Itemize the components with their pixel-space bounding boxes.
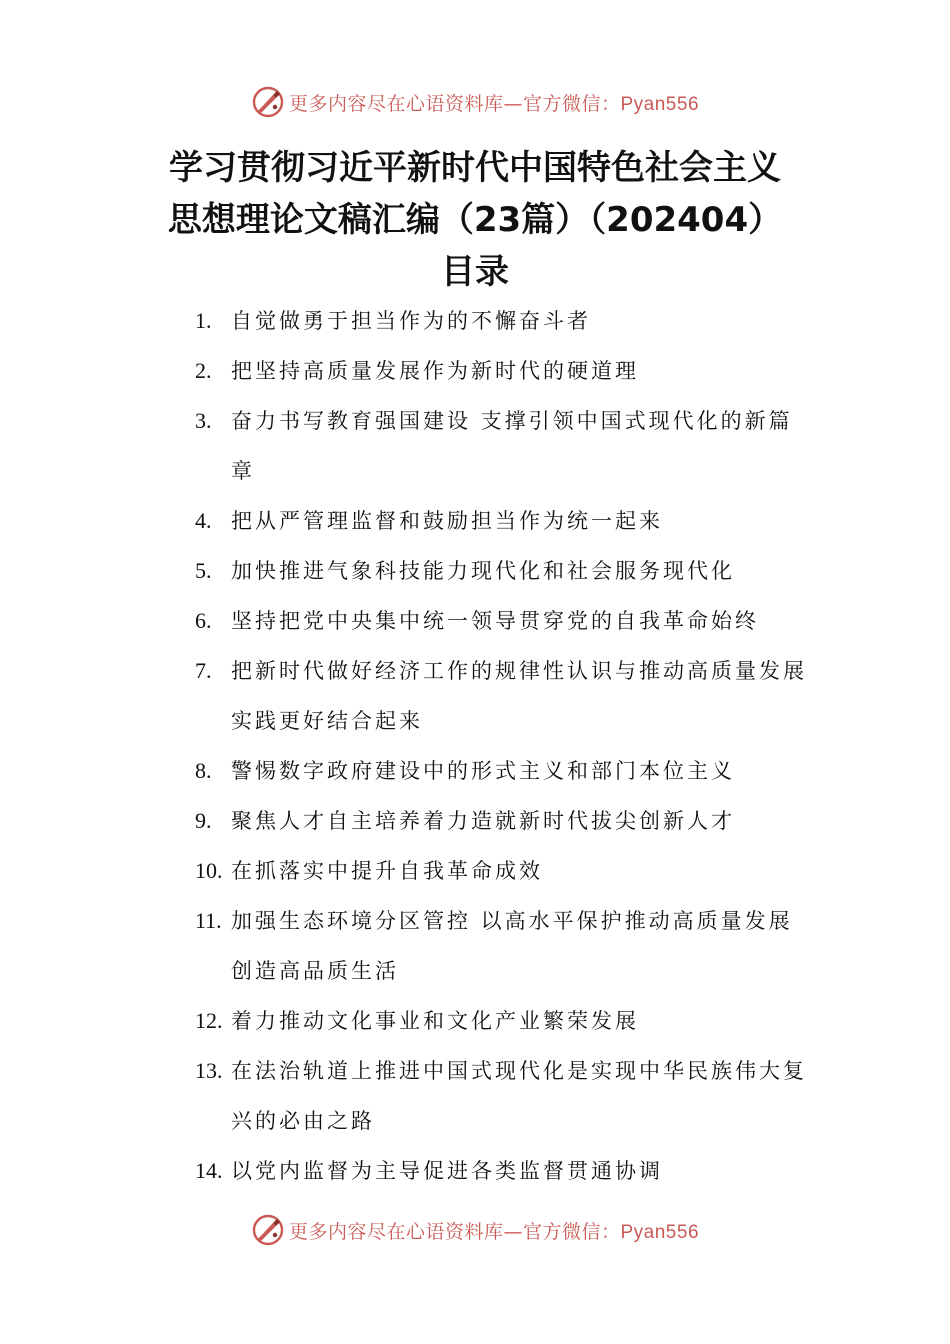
toc-number: 8. — [195, 758, 212, 783]
pen-circle-logo-icon — [251, 1213, 285, 1247]
toc-item-4 — [195, 496, 815, 546]
toc-number: 5. — [195, 558, 212, 583]
toc-number: 11. — [195, 908, 222, 933]
toc-number: 12. — [195, 1008, 223, 1033]
toc-title: 聚焦人才自主培养着力造就新时代拔尖创新人才 — [231, 809, 735, 833]
watermark-header — [0, 82, 950, 122]
toc-number: 3. — [195, 408, 212, 433]
toc-item-10 — [195, 846, 815, 896]
toc-item-2 — [195, 346, 815, 396]
toc-title: 以党内监督为主导促进各类监督贯通协调 — [231, 1159, 663, 1183]
toc-number: 10. — [195, 858, 223, 883]
toc-title: 在抓落实中提升自我革命成效 — [231, 859, 543, 883]
toc-item-6 — [195, 596, 815, 646]
watermark-wechat-id: Pyan556 — [620, 1221, 700, 1243]
toc-number: 13. — [195, 1058, 223, 1083]
toc-item-3 — [195, 396, 815, 496]
watermark-footer — [0, 1210, 950, 1250]
toc-title: 警惕数字政府建设中的形式主义和部门本位主义 — [231, 759, 735, 783]
toc-item-5 — [195, 546, 815, 596]
toc-number: 7. — [195, 658, 212, 683]
toc-title: 把坚持高质量发展作为新时代的硬道理 — [231, 359, 639, 383]
toc-item-1 — [195, 296, 815, 346]
toc-number: 9. — [195, 808, 212, 833]
watermark-wechat-id: Pyan556 — [620, 93, 700, 115]
toc-number: 2. — [195, 358, 212, 383]
toc-title: 把新时代做好经济工作的规律性认识与推动高质量发展实践更好结合起来 — [231, 659, 807, 733]
watermark-text: 更多内容尽在心语资料库—官方微信：Pyan556 — [288, 1220, 700, 1243]
toc-item-9 — [195, 796, 815, 846]
toc-item-13 — [195, 1046, 815, 1146]
title-line-1: 学习贯彻习近平新时代中国特色社会主义 — [169, 148, 781, 188]
toc-number: 4. — [195, 508, 212, 533]
toc-title: 坚持把党中央集中统一领导贯穿党的自我革命始终 — [231, 609, 759, 633]
toc-title: 加快推进气象科技能力现代化和社会服务现代化 — [231, 559, 735, 583]
toc-number: 1. — [195, 308, 212, 333]
toc-heading: 目录 — [441, 252, 509, 292]
toc-title: 加强生态环境分区管控 以高水平保护推动高质量发展创造高品质生活 — [231, 909, 793, 983]
toc-title: 奋力书写教育强国建设 支撑引领中国式现代化的新篇章 — [231, 409, 793, 483]
toc-title: 着力推动文化事业和文化产业繁荣发展 — [231, 1009, 639, 1033]
toc-number: 6. — [195, 608, 212, 633]
title-line-2: 思想理论文稿汇编（23篇）（202404） — [167, 200, 783, 240]
toc-title: 在法治轨道上推进中国式现代化是实现中华民族伟大复兴的必由之路 — [231, 1059, 807, 1133]
toc-item-12 — [195, 996, 815, 1046]
toc-title: 把从严管理监督和鼓励担当作为统一起来 — [231, 509, 663, 533]
table-of-contents — [195, 296, 815, 1196]
document-title — [0, 142, 950, 298]
pen-circle-logo-icon — [251, 85, 285, 119]
toc-item-14 — [195, 1146, 815, 1196]
toc-item-7 — [195, 646, 815, 746]
toc-item-8 — [195, 746, 815, 796]
watermark-text: 更多内容尽在心语资料库—官方微信：Pyan556 — [288, 92, 700, 115]
toc-item-11 — [195, 896, 815, 996]
toc-number: 14. — [195, 1158, 223, 1183]
toc-title: 自觉做勇于担当作为的不懈奋斗者 — [231, 309, 591, 333]
